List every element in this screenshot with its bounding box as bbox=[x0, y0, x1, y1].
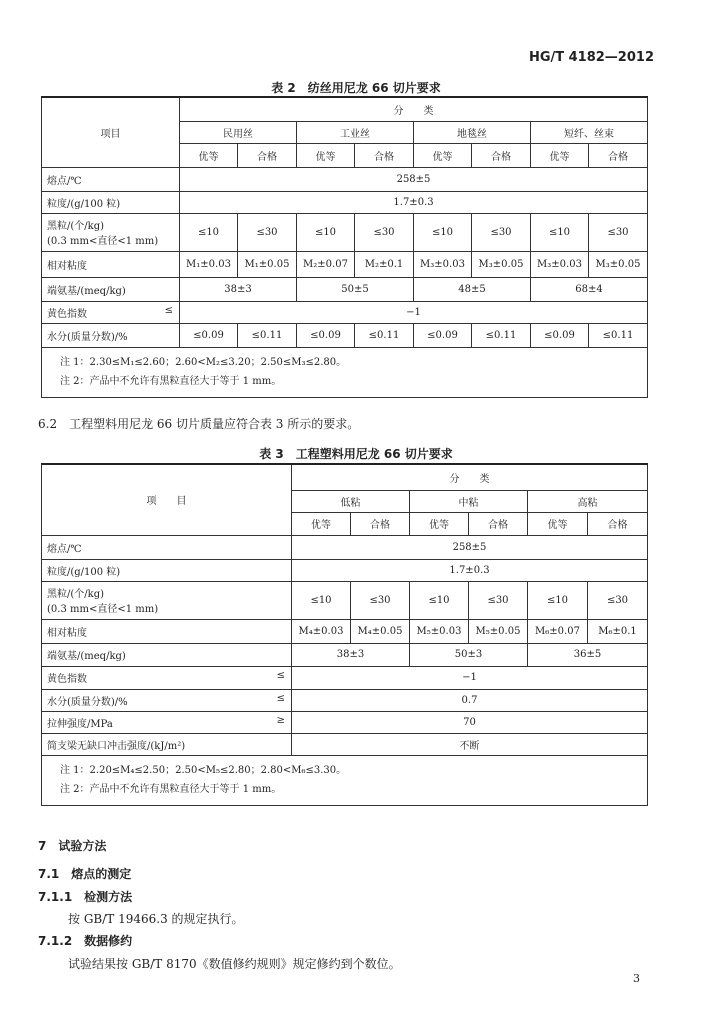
group-header: 民用丝 bbox=[180, 121, 297, 143]
row-label bbox=[42, 619, 292, 643]
row-label-text: 粒度/(g/100 粒) bbox=[47, 566, 121, 578]
row-label bbox=[42, 643, 292, 666]
table-row bbox=[42, 191, 648, 213]
row-label-text: 黑粒/(个/kg) bbox=[47, 589, 105, 600]
row-label bbox=[42, 535, 292, 559]
table3-caption: 表 3 工程塑料用尼龙 66 切片要求 bbox=[259, 447, 453, 461]
table-cell: 70 bbox=[292, 711, 648, 733]
row-label bbox=[42, 301, 180, 323]
table-note: 注 1：2.30≤M₁≤2.60；2.60<M₂≤3.20；2.50≤M₃≤2.80。 bbox=[60, 356, 347, 368]
grade-header: 合格 bbox=[355, 143, 414, 167]
table-cell: M₃±0.03 bbox=[531, 251, 589, 277]
row-label bbox=[42, 581, 292, 619]
row-label bbox=[42, 167, 180, 191]
table-row bbox=[42, 559, 648, 581]
table-cell: 38±3 bbox=[180, 277, 297, 301]
row-label bbox=[42, 191, 180, 213]
grade-header: 合格 bbox=[472, 143, 531, 167]
table-note: 注 2：产品中不允许有黑粒直径大于等于 1 mm。 bbox=[60, 783, 282, 795]
table-cell: ≤10 bbox=[531, 213, 589, 251]
table-cell: ≤30 bbox=[588, 581, 648, 619]
table-row bbox=[42, 323, 648, 347]
table-cell: M₄±0.05 bbox=[351, 619, 410, 643]
group-header: 工业丝 bbox=[297, 121, 414, 143]
table-cell: M₁±0.05 bbox=[238, 251, 297, 277]
row-label-text: 黄色指数 bbox=[47, 674, 87, 685]
table-cell: M₆±0.07 bbox=[528, 619, 588, 643]
table-cell: M₂±0.07 bbox=[297, 251, 355, 277]
table-cell: M₁±0.03 bbox=[180, 251, 238, 277]
table-cell: ≤0.09 bbox=[180, 323, 238, 347]
row-label bbox=[42, 251, 180, 277]
row-label-subtext: (0.3 mm<直径<1 mm) bbox=[47, 604, 159, 615]
table-cell: ≤30 bbox=[355, 213, 414, 251]
row-label-text: 黑粒/(个/kg) bbox=[47, 221, 105, 232]
table-cell: 258±5 bbox=[180, 167, 648, 191]
table-cell: ≤10 bbox=[297, 213, 355, 251]
table-cell: M₃±0.03 bbox=[414, 251, 472, 277]
row-label-text: 拉伸强度/MPa bbox=[47, 718, 113, 730]
table-cell: ≤0.09 bbox=[297, 323, 355, 347]
table-cell: M₃±0.05 bbox=[589, 251, 648, 277]
section-7-1-1-text: 按 GB/T 19466.3 的规定执行。 bbox=[68, 912, 244, 926]
table-row bbox=[42, 643, 648, 666]
table-cell: ≤10 bbox=[410, 581, 469, 619]
row-label bbox=[42, 689, 292, 711]
table-cell: M₃±0.05 bbox=[472, 251, 531, 277]
table-row bbox=[42, 277, 648, 301]
class-header: 分 类 bbox=[180, 97, 648, 121]
table3 bbox=[41, 463, 648, 806]
table-cell: ≤0.09 bbox=[531, 323, 589, 347]
section-7-1-1-title: 7.1.1 检测方法 bbox=[38, 890, 133, 904]
table-row bbox=[42, 733, 648, 755]
table-cell: ≤30 bbox=[351, 581, 410, 619]
grade-header: 优等 bbox=[292, 512, 351, 535]
table-cell: ≤30 bbox=[472, 213, 531, 251]
table-cell: 1.7±0.3 bbox=[180, 191, 648, 213]
table-cell: ≤30 bbox=[238, 213, 297, 251]
table-cell: −1 bbox=[180, 301, 648, 323]
item-header: 项目 bbox=[42, 97, 180, 167]
item-header: 项 目 bbox=[42, 464, 292, 535]
class-header-row bbox=[42, 464, 648, 490]
row-label bbox=[42, 213, 180, 251]
section-7-1-2-text: 试验结果按 GB/T 8170《数值修约规则》规定修约到个数位。 bbox=[68, 957, 401, 971]
section-7-1-title: 7.1 熔点的测定 bbox=[38, 867, 132, 881]
table-cell: −1 bbox=[292, 666, 648, 689]
section-7-1-2-title: 7.1.2 数据修约 bbox=[38, 934, 133, 948]
table-notes bbox=[42, 347, 648, 397]
table-cell: 50±3 bbox=[410, 643, 528, 666]
grade-header: 合格 bbox=[351, 512, 410, 535]
table-cell: M₆±0.1 bbox=[588, 619, 648, 643]
grade-header: 合格 bbox=[469, 512, 528, 535]
table2-caption: 表 2 纺丝用尼龙 66 切片要求 bbox=[271, 81, 441, 95]
table-cell: 1.7±0.3 bbox=[292, 559, 648, 581]
group-header: 地毯丝 bbox=[414, 121, 531, 143]
row-label-text: 熔点/℃ bbox=[47, 543, 82, 555]
table-cell: ≤0.09 bbox=[414, 323, 472, 347]
row-label-text: 水分(质量分数)/% bbox=[47, 331, 128, 343]
row-label-text: 相对粘度 bbox=[47, 260, 87, 272]
table-note: 注 1：2.20≤M₄≤2.50；2.50<M₅≤2.80；2.80<M₆≤3.30。 bbox=[60, 764, 347, 776]
table-row bbox=[42, 666, 648, 689]
table-row bbox=[42, 213, 648, 251]
group-header: 中粘 bbox=[410, 490, 528, 512]
row-label-text: 熔点/℃ bbox=[47, 175, 82, 187]
row-label bbox=[42, 711, 292, 733]
table-cell: ≤0.11 bbox=[589, 323, 648, 347]
limit-sign: ≥ bbox=[276, 714, 285, 726]
grade-header: 优等 bbox=[414, 143, 472, 167]
table-notes bbox=[42, 755, 648, 805]
table-cell: 68±4 bbox=[531, 277, 648, 301]
table-cell: ≤10 bbox=[292, 581, 351, 619]
grade-header: 合格 bbox=[589, 143, 648, 167]
section-7-title: 7 试验方法 bbox=[38, 839, 107, 853]
standard-code: HG/T 4182—2012 bbox=[528, 50, 654, 65]
grade-header: 优等 bbox=[531, 143, 589, 167]
table-row bbox=[42, 581, 648, 619]
table-cell: 不断 bbox=[292, 733, 648, 755]
row-label-text: 粒度/(g/100 粒) bbox=[47, 198, 121, 210]
row-label-text: 水分(质量分数)/% bbox=[47, 696, 128, 708]
table-cell: ≤0.11 bbox=[355, 323, 414, 347]
notes-row bbox=[42, 347, 648, 397]
table2 bbox=[41, 96, 648, 398]
table-row bbox=[42, 689, 648, 711]
grade-header: 合格 bbox=[588, 512, 648, 535]
table-cell: ≤30 bbox=[589, 213, 648, 251]
row-label bbox=[42, 277, 180, 301]
table-cell: ≤0.11 bbox=[238, 323, 297, 347]
table-cell: 258±5 bbox=[292, 535, 648, 559]
table-cell: ≤10 bbox=[528, 581, 588, 619]
class-header-row bbox=[42, 97, 648, 121]
table-cell: M₅±0.03 bbox=[410, 619, 469, 643]
grade-header: 优等 bbox=[528, 512, 588, 535]
row-label-text: 端氨基/(meq/kg) bbox=[47, 651, 126, 662]
notes-row bbox=[42, 755, 648, 805]
grade-header: 优等 bbox=[410, 512, 469, 535]
para-6-2: 6.2 工程塑料用尼龙 66 切片质量应符合表 3 所示的要求。 bbox=[38, 417, 360, 431]
grade-header: 优等 bbox=[297, 143, 355, 167]
row-label-text: 端氨基/(meq/kg) bbox=[47, 285, 126, 297]
row-label-text: 黄色指数 bbox=[47, 308, 87, 320]
row-label-subtext: (0.3 mm<直径<1 mm) bbox=[47, 236, 159, 247]
table-cell: M₅±0.05 bbox=[469, 619, 528, 643]
row-label bbox=[42, 323, 180, 347]
table-cell: 0.7 bbox=[292, 689, 648, 711]
group-header: 短纤、丝束 bbox=[531, 121, 648, 143]
table-cell: 38±3 bbox=[292, 643, 410, 666]
table-cell: ≤10 bbox=[414, 213, 472, 251]
table-row bbox=[42, 711, 648, 733]
table-row bbox=[42, 167, 648, 191]
table-row bbox=[42, 301, 648, 323]
table-row bbox=[42, 619, 648, 643]
row-label bbox=[42, 733, 292, 755]
table-note: 注 2：产品中不允许有黑粒直径大于等于 1 mm。 bbox=[60, 375, 282, 387]
row-label bbox=[42, 666, 292, 689]
table-cell: M₄±0.03 bbox=[292, 619, 351, 643]
table-cell: ≤0.11 bbox=[472, 323, 531, 347]
grade-header: 优等 bbox=[180, 143, 238, 167]
table-cell: ≤30 bbox=[469, 581, 528, 619]
row-label-text: 相对粘度 bbox=[47, 627, 87, 639]
class-header: 分 类 bbox=[292, 464, 648, 490]
table-cell: 50±5 bbox=[297, 277, 414, 301]
table-cell: ≤10 bbox=[180, 213, 238, 251]
group-header: 低粘 bbox=[292, 490, 410, 512]
limit-sign: ≤ bbox=[164, 304, 173, 316]
table-cell: 48±5 bbox=[414, 277, 531, 301]
limit-sign: ≤ bbox=[276, 692, 285, 704]
limit-sign: ≤ bbox=[276, 670, 285, 681]
page-number: 3 bbox=[633, 972, 640, 985]
group-header: 高粘 bbox=[528, 490, 648, 512]
table-cell: 36±5 bbox=[528, 643, 648, 666]
table-row bbox=[42, 251, 648, 277]
grade-header: 合格 bbox=[238, 143, 297, 167]
table-cell: M₂±0.1 bbox=[355, 251, 414, 277]
row-label-text: 简支梁无缺口冲击强度/(kJ/m²) bbox=[47, 740, 186, 752]
table-row bbox=[42, 535, 648, 559]
row-label bbox=[42, 559, 292, 581]
